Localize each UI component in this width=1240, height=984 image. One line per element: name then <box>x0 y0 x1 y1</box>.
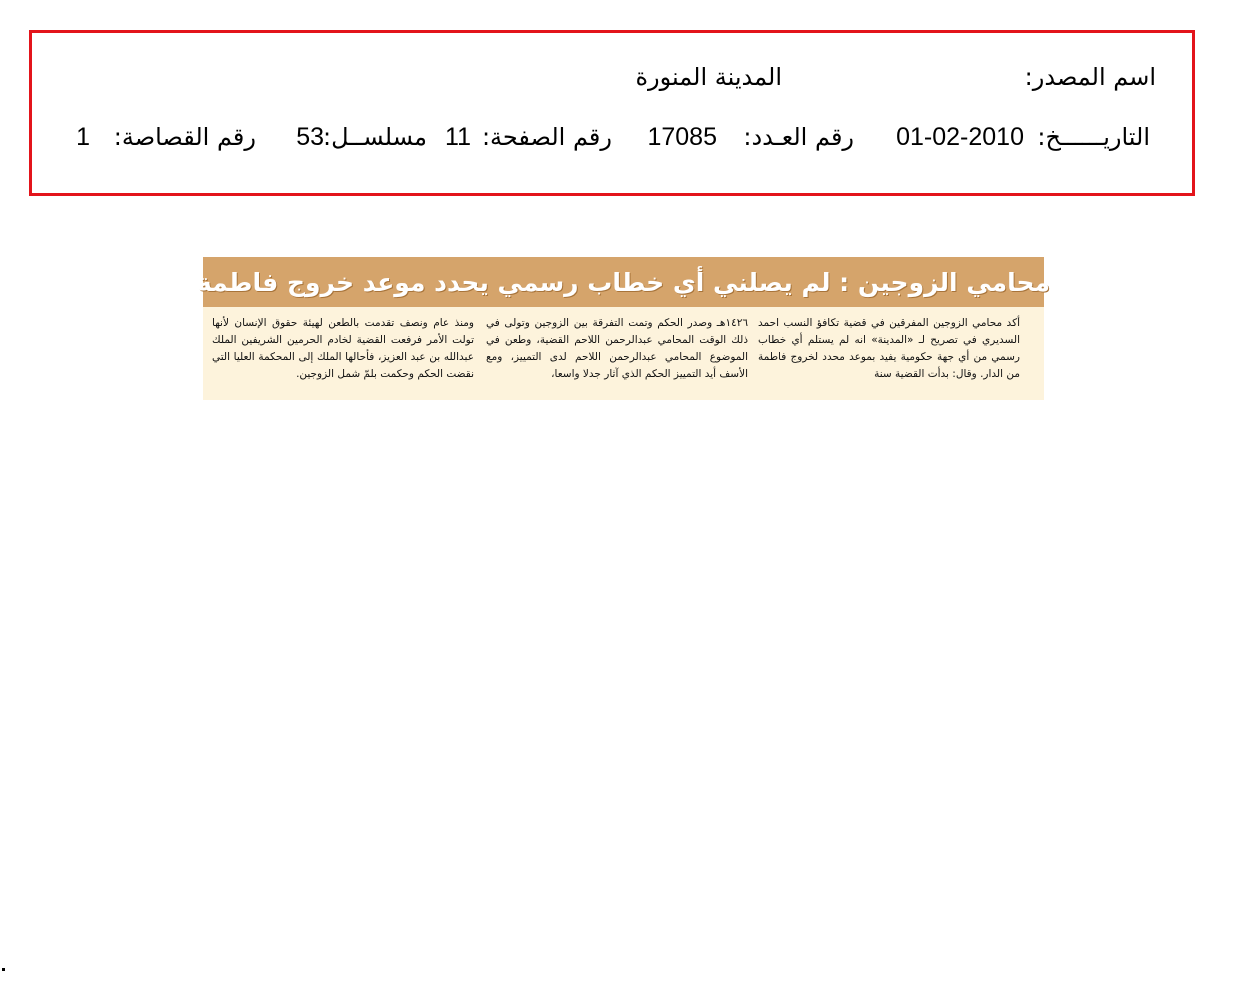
article-headline: محامي الزوجين : لم يصلني أي خطاب رسمي يحدد موعد خروج فاطمة <box>197 267 1050 297</box>
issue-label: رقم العـدد: <box>743 123 854 151</box>
metadata-row-source <box>32 57 1192 97</box>
article-columns <box>203 315 1044 395</box>
clipping-number-value: 1 <box>76 123 90 151</box>
article-clipping <box>197 257 1050 400</box>
source-label: اسم المصدر: <box>1024 63 1156 91</box>
article-column-1: أكد محامي الزوجين المفرقين في قضية تكافؤ النسب احمد السديري في تصريح لـ «المدينة» انه لم يستلم أي خطاب رسمي من أي جهة حكومية يفيد بموعد محدد لخروج فاطمة من الدار. وقال: بدأت القضية سنة <box>758 317 1020 380</box>
metadata-box <box>29 30 1195 196</box>
date-label: التاريــــــخ: <box>1037 123 1150 151</box>
page-value: 11 <box>445 123 471 151</box>
serial-value: 53 <box>296 123 324 151</box>
source-value: المدينة المنورة <box>635 63 782 91</box>
scan-speck <box>2 968 5 971</box>
date-value: 01-02-2010 <box>896 123 1024 151</box>
page-label: رقم الصفحة: <box>481 123 612 151</box>
issue-value: 17085 <box>647 123 717 151</box>
serial-label: مسلســل: <box>323 123 427 151</box>
article-column-3: ومنذ عام ونصف تقدمت بالطعن لهيئة حقوق الإنسان لأنها تولت الأمر فرفعت القضية لخادم الحرمين الشريفين الملك عبدالله بن عبد العزيز، فأحالها الملك إلى المحكمة العليا التي نقضت الحكم وحكمت بلمّ شمل الزوجين. <box>212 317 474 380</box>
headline-bar <box>197 257 1050 307</box>
article-column-2: ١٤٢٦هـ وصدر الحكم وتمت التفرقة بين الزوجين وتولى في ذلك الوقت المحامي عبدالرحمن اللاحم القضية، وطعن في الموضوع المحامي عبدالرحمن اللاحم لدى التمييز، ومع الأسف أيد التمييز الحكم الذي آثار جدلا واسعا، <box>486 317 748 380</box>
metadata-row-details <box>32 117 1192 157</box>
clipping-number-label: رقم القصاصة: <box>113 123 256 151</box>
